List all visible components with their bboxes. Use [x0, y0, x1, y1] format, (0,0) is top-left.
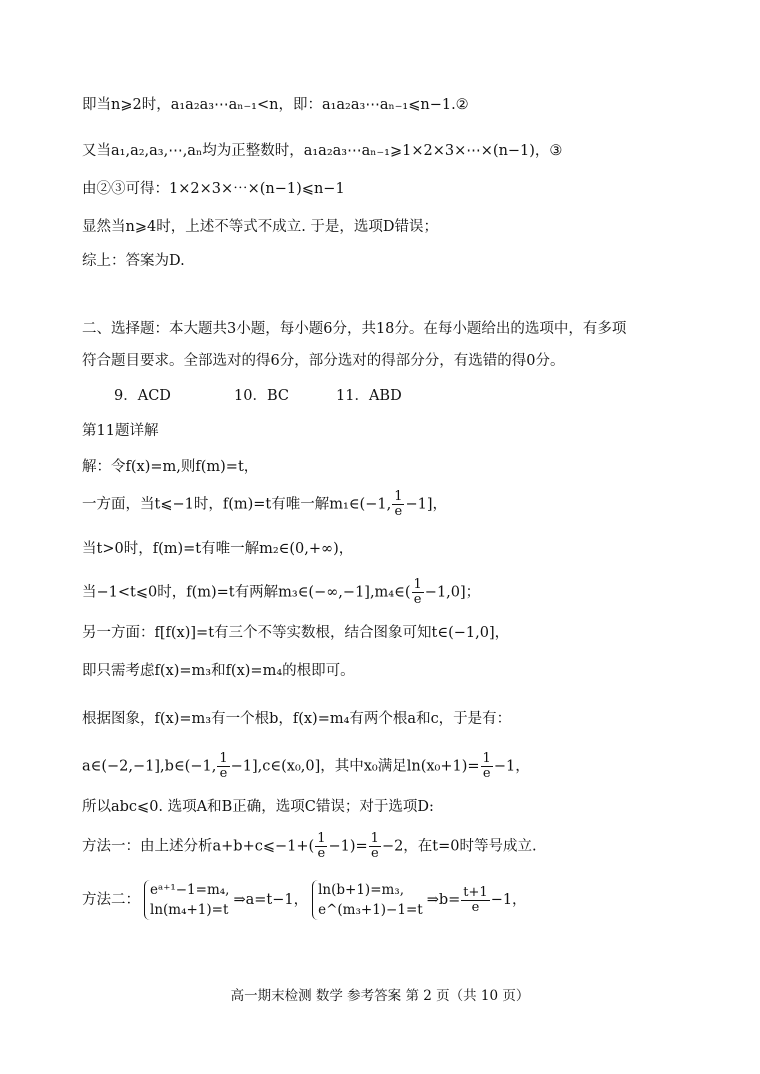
solution-line-7: 根据图象，f(x)=m₃有一个根b，f(x)=m₄有两个根a和c，于是有： [82, 711, 512, 727]
solution-line-2-start: 一方面，当t⩽−1时，f(m)=t有唯一解m₁∈(−1, [82, 496, 392, 513]
solution-line-9: 所以abc⩽0. 选项A和B正确，选项C错误；对于选项D: [82, 799, 434, 815]
solution-line-8-middle: −1],c∈(x₀,0]，其中x₀满足ln(x₀+1)= [230, 758, 480, 775]
solution-line-1: 解：令f(x)=m,则f(m)=t， [82, 459, 259, 475]
solution-line-8-start: a∈(−2,−1],b∈(−1, [82, 758, 217, 775]
method-two-line [82, 880, 527, 920]
method-two-result-a: ⇒a=t−1， [233, 892, 309, 908]
fraction-1-over-e: $\frac{1}{e}$ [317, 831, 326, 861]
solution-line-4-start: 当−1<t⩽0时，f(m)=t有两解m₃∈(−∞,−1],m₄∈( [82, 584, 411, 601]
solution-line-4-end: −1,0]； [424, 584, 481, 601]
fraction-1-over-e: $\frac{1}{e}$ [219, 751, 228, 781]
method-one-start: 方法一：由上述分析a+b+c⩽−1+( [82, 838, 315, 855]
answer-9: 9．ACD [114, 388, 171, 404]
fraction-1-over-e: $\frac{1}{e}$ [413, 577, 422, 607]
fraction-1-over-e: $\frac{1}{e}$ [370, 831, 379, 861]
answer-11: 11．ABD [336, 388, 402, 404]
line-5: 综上：答案为D. [82, 253, 185, 269]
page-footer: 高一期末检测 数学 参考答案 第 2 页（共 10 页） [230, 988, 530, 1004]
solution-line-8 [82, 752, 530, 781]
answer-10: 10．BC [234, 388, 289, 404]
equation-system-2: ln(b+1)=m₃, e^(m₃+1)−1=t [312, 880, 423, 920]
solution-line-2-end: −1]， [405, 496, 448, 513]
fraction-1-over-e: $\frac{1}{e}$ [394, 489, 403, 519]
method-one-line [82, 832, 537, 861]
section-heading-line-2: 符合题目要求。全部选对的得6分，部分选对的得部分分，有选错的得0分。 [82, 353, 565, 369]
method-one-end: −2，在t=0时等号成立. [381, 838, 537, 855]
fraction-t-plus-1-over-e: $\frac{t+1}{e}$ [463, 884, 488, 915]
line-2: 又当a₁,a₂,a₃,⋯,aₙ均为正整数时，a₁a₂a₃⋯aₙ₋₁⩾1×2×3×⋯×(n−1)，③ [82, 143, 563, 159]
fraction-1-over-e: $\frac{1}{e}$ [482, 751, 491, 781]
solution-line-5: 另一方面：f[f(x)]=t有三个不等实数根，结合图象可知t∈(−1,0]， [82, 625, 510, 641]
section-heading-line-1: 二、选择题：本大题共3小题，每小题6分，共18分。在每小题给出的选项中，有多项 [82, 321, 627, 337]
method-two-end: −1， [490, 892, 527, 908]
method-two-result-b: ⇒b= [426, 892, 461, 908]
line-3: 由②③可得：1×2×3×⋯×(n−1)⩽n−1 [82, 181, 345, 197]
line-4: 显然当n⩾4时，上述不等式不成立. 于是，选项D错误； [82, 219, 439, 235]
solution-line-8-end: −1， [493, 758, 530, 775]
method-one-middle: −1)= [328, 838, 368, 855]
equation-system-1: eᵃ⁺¹−1=m₄, ln(m₄+1)=t [144, 880, 229, 920]
question-11-title: 第11题详解 [82, 423, 159, 439]
solution-line-6: 即只需考虑f(x)=m₃和f(x)=m₄的根即可。 [82, 663, 355, 679]
solution-line-2 [82, 490, 447, 519]
solution-line-4 [82, 578, 480, 607]
line-1: 即当n⩾2时，a₁a₂a₃⋯aₙ₋₁<n，即：a₁a₂a₃⋯aₙ₋₁⩽n−1.② [82, 97, 469, 113]
solution-line-3: 当t>0时，f(m)=t有唯一解m₂∈(0,+∞)， [82, 541, 354, 557]
method-two-label: 方法二： [82, 892, 140, 908]
